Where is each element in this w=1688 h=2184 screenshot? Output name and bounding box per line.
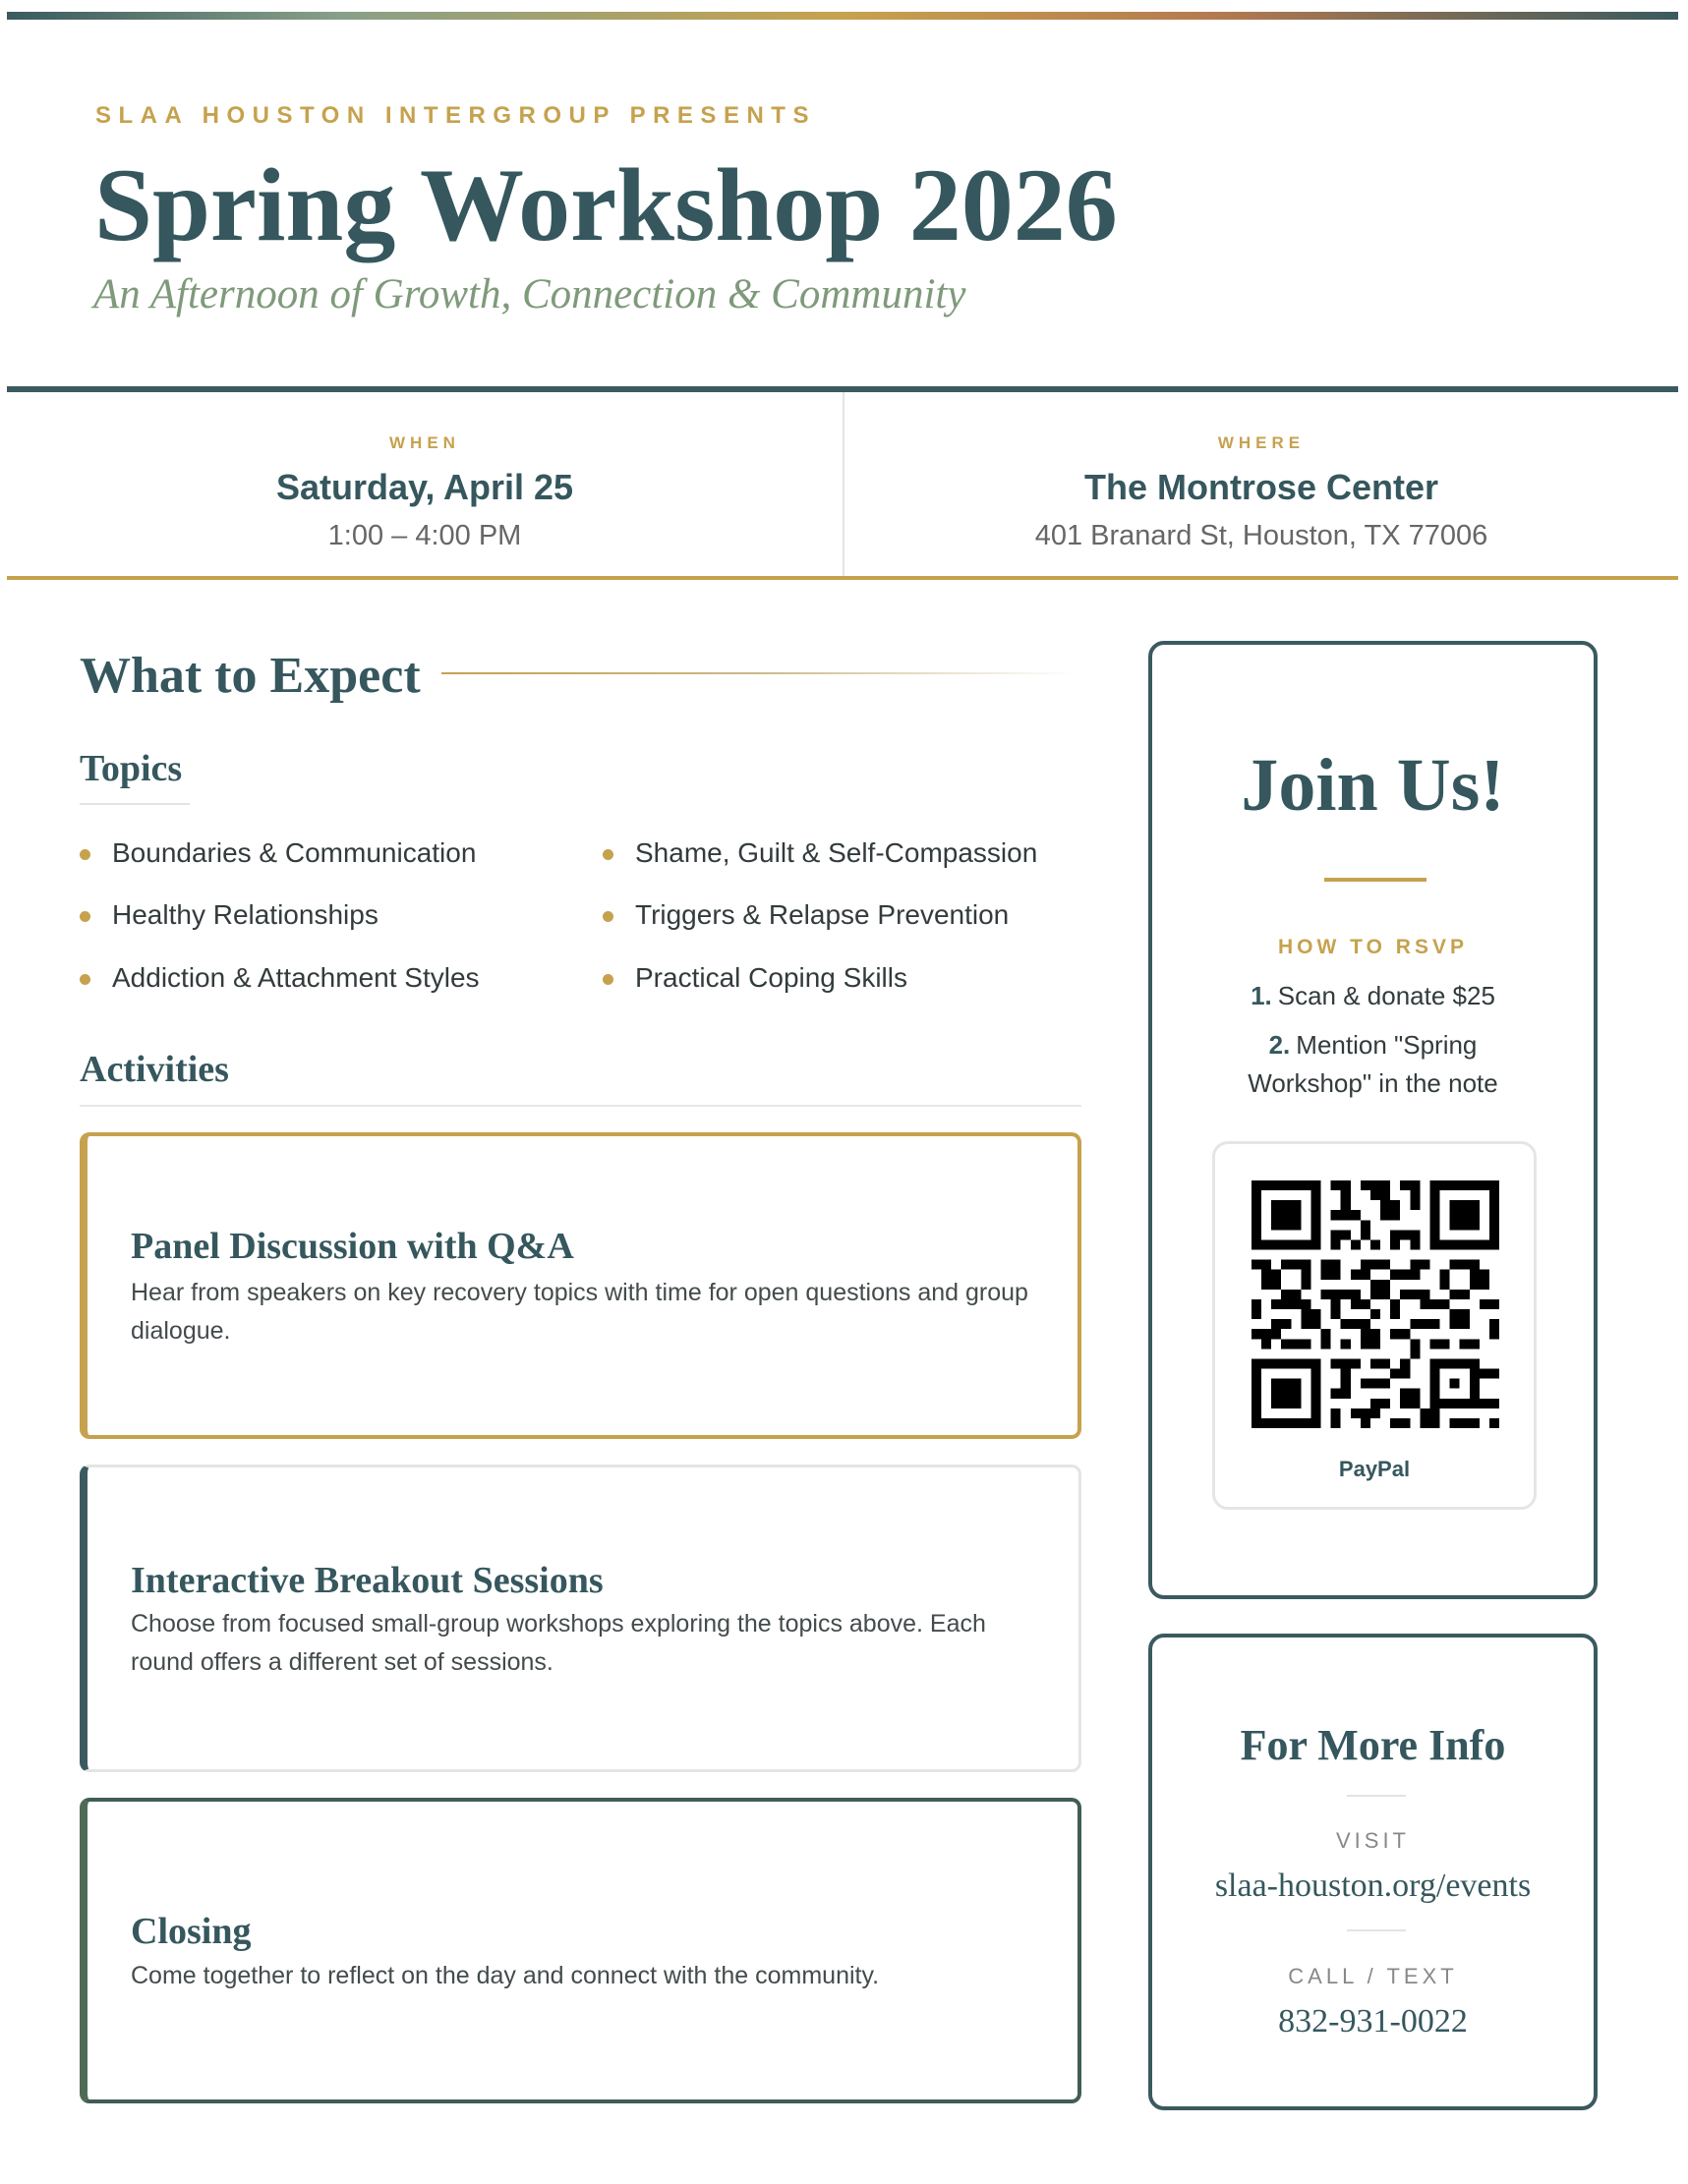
info-divider — [1347, 1929, 1406, 1931]
event-time: 1:00 – 4:00 PM — [327, 520, 522, 551]
activity-card-panel — [80, 1132, 1081, 1439]
activity-description: Hear from speakers on key recovery topics with time for open questions and group dialogue. — [131, 1279, 1028, 1345]
activity-card-breakout — [80, 1465, 1081, 1772]
venue-address: 401 Branard St, Houston, TX 77006 — [1034, 520, 1488, 551]
phone-link[interactable]: 832-931-0022 — [1278, 2003, 1468, 2040]
info-divider — [1347, 1795, 1406, 1797]
activity-description: Choose from focused small-group workshops exploring the topics above. Each round offers a different set of sessions. — [131, 1610, 986, 1676]
rsvp-step: 1. Scan & donate $25 — [1251, 981, 1495, 1010]
what-to-expect-heading: What to Expect — [80, 648, 421, 704]
topics-underline — [80, 803, 190, 805]
qr-code-box[interactable] — [1212, 1141, 1537, 1510]
bullet-dot-icon — [80, 849, 90, 860]
bullet-dot-icon — [80, 911, 90, 922]
presenter-eyebrow: SLAA HOUSTON INTERGROUP PRESENTS — [95, 102, 816, 129]
activities-underline — [80, 1105, 1081, 1107]
section-divider — [441, 672, 1076, 674]
bullet-dot-icon — [80, 974, 90, 985]
page-title: Spring Workshop 2026 — [94, 147, 1118, 262]
join-divider — [1324, 878, 1426, 882]
event-date: Saturday, April 25 — [275, 467, 574, 507]
join-title: Join Us! — [1241, 744, 1505, 827]
activity-title: Closing — [131, 1911, 252, 1952]
website-link[interactable]: slaa-houston.org/events — [1214, 1868, 1532, 1904]
call-text-label: CALL / TEXT — [1288, 1964, 1458, 1988]
rsvp-step: 2. Mention "Spring Workshop" in the note — [1248, 1030, 1498, 1098]
qr-code-icon[interactable] — [1251, 1180, 1499, 1428]
join-us-card — [1148, 641, 1598, 1599]
when-column — [7, 392, 844, 576]
top-gradient-bar — [7, 12, 1678, 20]
activity-card-closing — [80, 1798, 1081, 2103]
page-subtitle: An Afternoon of Growth, Connection & Community — [93, 271, 966, 317]
activity-title: Panel Discussion with Q&A — [131, 1226, 574, 1267]
when-where-band — [7, 386, 1678, 580]
rsvp-label: HOW TO RSVP — [1278, 936, 1468, 958]
visit-label: VISIT — [1335, 1828, 1410, 1853]
more-info-card — [1148, 1634, 1598, 2110]
bullet-dot-icon — [603, 974, 613, 985]
info-title: For More Info — [1240, 1721, 1506, 1769]
topics-heading: Topics — [80, 748, 183, 789]
bullet-dot-icon — [603, 849, 613, 860]
activity-title: Interactive Breakout Sessions — [131, 1560, 604, 1601]
activity-description: Come together to reflect on the day and connect with the community. — [131, 1962, 880, 1989]
bullet-dot-icon — [603, 911, 613, 922]
where-column — [844, 392, 1679, 576]
qr-caption: PayPal — [1338, 1457, 1411, 1481]
venue-name: The Montrose Center — [1083, 467, 1439, 507]
activities-heading: Activities — [80, 1049, 229, 1090]
when-label: WHEN — [389, 433, 460, 452]
where-label: WHERE — [1217, 433, 1306, 452]
